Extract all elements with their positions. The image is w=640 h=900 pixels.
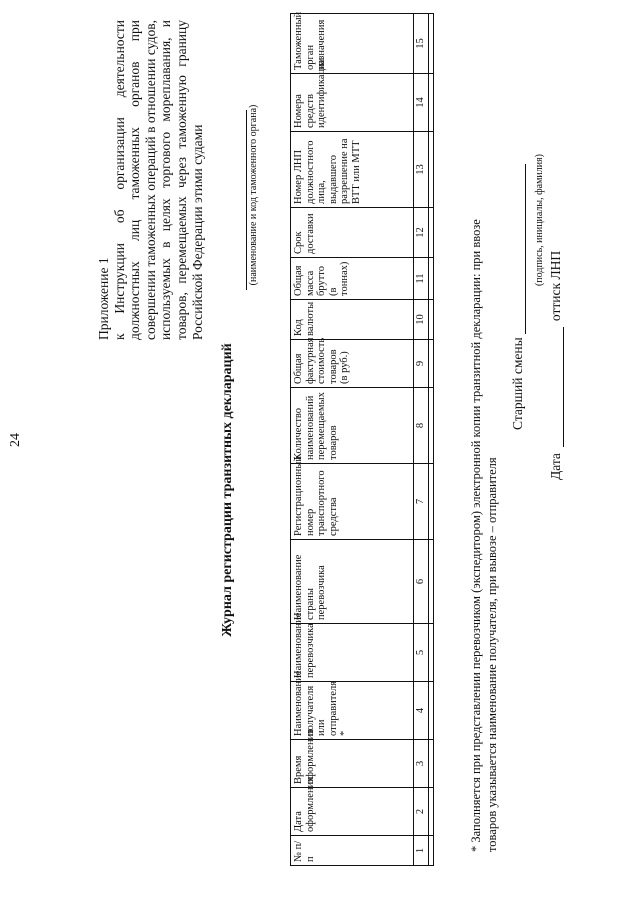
column-number: 9 (414, 340, 429, 388)
column-number: 7 (414, 464, 429, 540)
header-cell: Наименование страны перевозчика (291, 540, 414, 624)
header-cell: Таможенный орган назначения (291, 14, 414, 74)
header-cell: Номер ЛНП должностного лица, выдавшего разрешение на ВТТ или МТТ (291, 132, 414, 208)
header-cell: Дата оформления (291, 788, 414, 836)
header-cell: Регистрационный номер транспортного средства (291, 464, 414, 540)
footnote (468, 52, 500, 852)
stamp-label: оттиск ЛНП (548, 250, 563, 322)
footnote-line-1: * Заполняется при представлении перевозчиком (экспедитором) электронной копии транзитной декларации: при ввозе (469, 219, 483, 852)
header-cell: Номера средств идентификации (291, 74, 414, 132)
column-number: 13 (414, 132, 429, 208)
header-cell: Наименование перевозчика (291, 624, 414, 682)
column-number-row (414, 14, 429, 866)
date-label: Дата (548, 453, 563, 480)
empty-data-row (429, 14, 434, 866)
header-cell: Количество наименований перемещаемых товаров (291, 388, 414, 464)
column-number: 4 (414, 682, 429, 740)
column-number: 5 (414, 624, 429, 682)
column-number: 12 (414, 208, 429, 258)
journal-table (290, 13, 434, 866)
column-number: 1 (414, 836, 429, 866)
header-cell: Общая фактурная стоимость товаров (в руб.) (291, 340, 414, 388)
column-number: 11 (414, 258, 429, 300)
appendix-title: Приложение 1 (96, 257, 111, 340)
column-number: 2 (414, 788, 429, 836)
page-number: 24 (8, 433, 23, 447)
signature-line (525, 164, 526, 334)
header-cell: № п/п (291, 836, 414, 866)
column-number: 15 (414, 14, 429, 74)
column-number: 3 (414, 740, 429, 788)
column-number: 10 (414, 300, 429, 340)
journal-title: Журнал регистрации транзитных деклараций (220, 343, 235, 637)
header-cell: Код валюты (291, 300, 414, 340)
date-row (548, 80, 564, 480)
signer-role: Старший смены (510, 337, 525, 430)
signer-row (510, 130, 526, 430)
column-number: 6 (414, 540, 429, 624)
header-cell: Наименование получателя или отправителя * (291, 682, 414, 740)
appendix-text: к Инструкции об организации деятельности должностных лиц таможенных органов при совершении таможенных операций в отношении судов, используемых в целях торгового мореплавания, и товаров, перемещаемых через таможенную границу Российской Федерации этими судами (111, 20, 205, 340)
appendix-block (96, 20, 205, 340)
column-number: 14 (414, 74, 429, 132)
footnote-line-2: товаров указывается наименование получателя, при вывозе – отправителя (485, 457, 499, 852)
column-number: 8 (414, 388, 429, 464)
table-header-row (291, 14, 414, 866)
customs-authority-caption: (наименование и код таможенного органа) (248, 104, 259, 286)
header-cell: Срок доставки (291, 208, 414, 258)
header-cell: Общая масса брутто (в тоннах) (291, 258, 414, 300)
header-cell: Время оформления (291, 740, 414, 788)
customs-authority-line (246, 110, 247, 290)
date-line (563, 327, 564, 447)
signature-caption: (подпись, инициалы, фамилия) (534, 153, 545, 287)
